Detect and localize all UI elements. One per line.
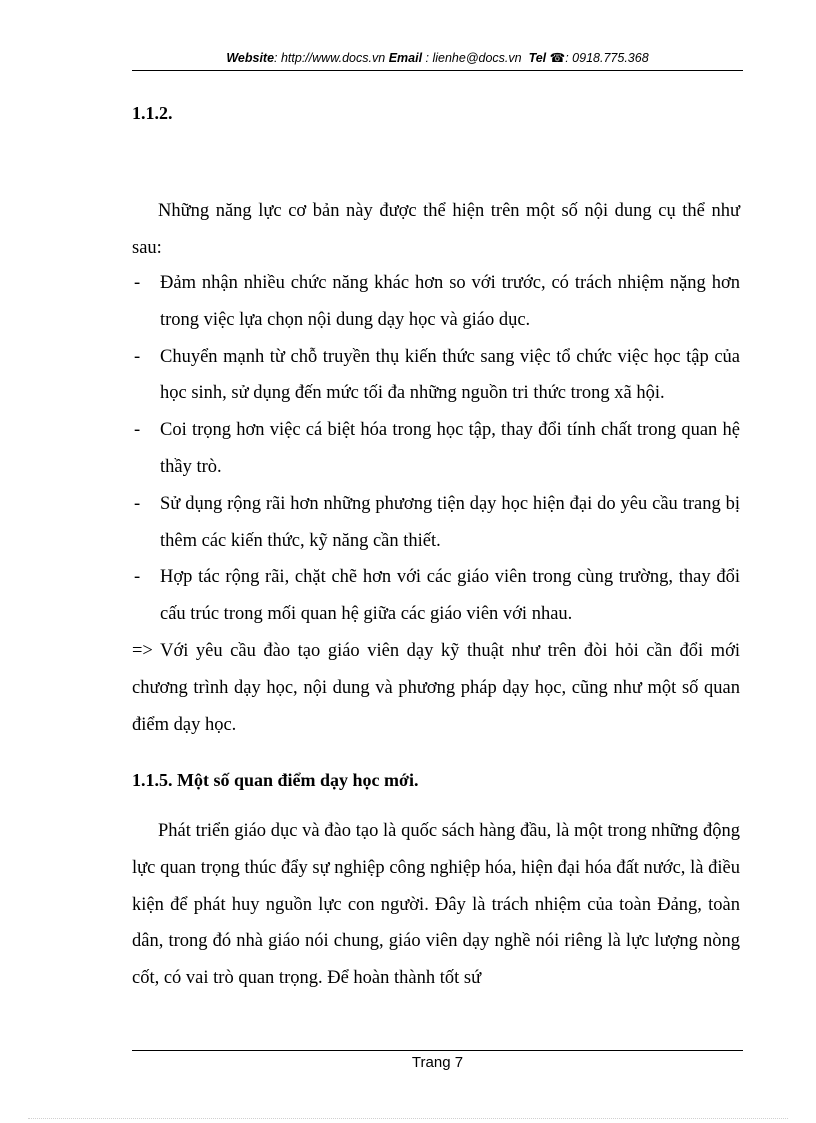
footer-divider [132,1050,743,1051]
bullet-dash: - [134,567,141,588]
header-divider [132,70,743,71]
tel-value: : 0918.775.368 [565,51,649,65]
intro-paragraph: Những năng lực cơ bản này được thể hiện trên một số nội dung cụ thể như sau: [132,201,740,258]
section-heading-1-1-2: 1.1.2. [132,103,173,123]
bullet-dash: - [134,346,141,367]
bullet-dash: - [134,420,141,441]
website-label: Website [226,51,275,65]
tel-label: Tel [528,51,547,65]
page-header [132,50,743,65]
bullet-list [132,265,740,633]
conclusion-paragraph: => Với yêu cầu đào tạo giáo viên dạy kỹ thuật như trên đòi hỏi cần đổi mới chương trình dạy học, nội dung và phương pháp dạy học, cũng như một số quan điểm dạy học. [132,641,740,735]
list-item [132,339,740,413]
list-item [132,486,740,560]
phone-icon: ☎ [549,51,566,65]
email-label: Email [388,51,423,65]
bullet-dash: - [134,493,141,514]
list-item-text: Hợp tác rộng rãi, chặt chẽ hơn với các giáo viên trong cùng trường, thay đổi cấu trúc trong mối quan hệ giữa các giáo viên với nhau. [160,567,740,625]
list-item [132,559,740,633]
website-value: : http://www.docs.vn [274,51,386,65]
page-bottom-border [28,1118,788,1119]
page-number: Trang 7 [411,1054,464,1071]
list-item-text: Sử dụng rộng rãi hơn những phương tiện dạy học hiện đại do yêu cầu trang bị thêm các kiến thức, kỹ năng cần thiết. [160,493,740,551]
list-item-text: Chuyển mạnh từ chỗ truyền thụ kiến thức sang việc tổ chức việc học tập của học sinh, sử dụng đến mức tối đa những nguồn tri thức trong xã hội. [160,346,740,404]
bullet-dash: - [134,273,141,293]
list-item [132,412,740,486]
list-item [132,265,740,339]
section-heading-1-1-5: 1.1.5. Một số quan điểm dạy học mới. [132,770,419,790]
email-value: : lienhe@docs.vn [425,51,522,65]
list-item-text: Coi trọng hơn việc cá biệt hóa trong học tập, thay đổi tính chất trong quan hệ thầy trò. [160,420,740,477]
list-item-text: Đảm nhận nhiều chức năng khác hơn so với trước, có trách nhiệm nặng hơn trong việc lựa chọn nội dung dạy học và giáo dục. [160,273,740,330]
body-paragraph: Phát triển giáo dục và đào tạo là quốc sách hàng đầu, là một trong những động lực quan trọng thúc đẩy sự nghiệp công nghiệp hóa, hiện đại hóa đất nước, là điều kiện để phát huy nguồn lực con người. Đây là trách nhiệm của toàn Đảng, toàn dân, trong đó nhà giáo nói chung, giáo viên dạy nghề nói riêng là lực lượng nòng cốt, có vai trò quan trọng. Để hoàn thành tốt sứ [132,821,740,989]
